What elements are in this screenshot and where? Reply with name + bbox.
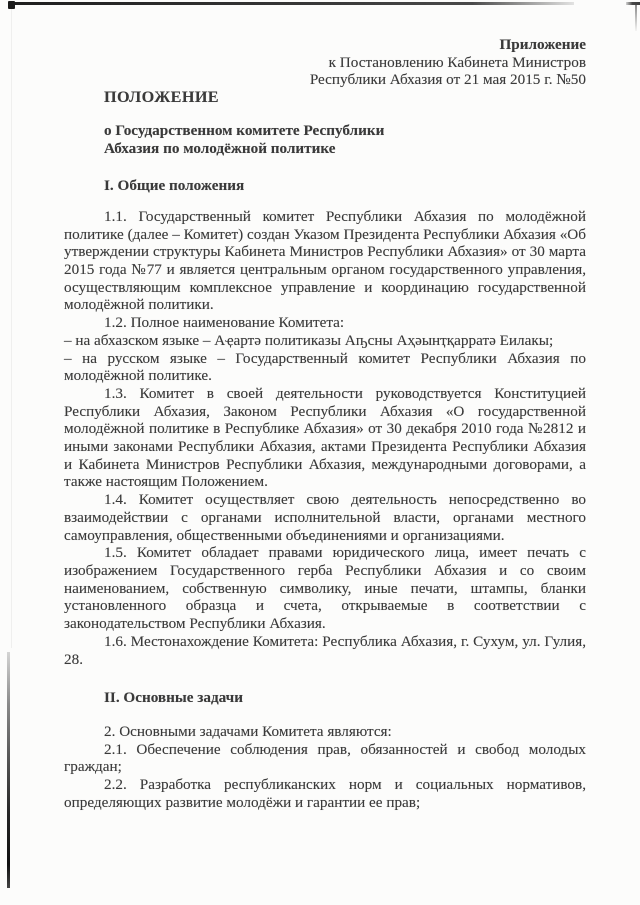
document-title: ПОЛОЖЕНИЕ — [104, 88, 220, 107]
section-heading-general-provisions: I. Общие положения — [104, 177, 245, 195]
scan-artifact-top-right-line — [626, 2, 640, 5]
paragraph-1-3: 1.3. Комитет в своей деятельности руководствуется Конституцией Республики Абхазия, Законом Республики Абхазия «О государственной молодёжной политике в Республике Абхазия» от 30 декабря 2010 года №2812 и иными законами Республики Абхазия, актами Президента Республики Абхазия и Кабинета Министров Республики Абхазия, международными договорами, а также настоящим Положением. — [64, 384, 586, 491]
document-content — [64, 36, 586, 811]
paragraph-2-intro: 2. Основными задачами Комитета являются: — [104, 722, 392, 740]
scan-artifact-right-edge-stub — [635, 5, 637, 31]
document-subtitle-line-2: Абхазия по молодёжной политике — [104, 139, 336, 157]
annex-date-number-line: Республики Абхазия от 21 мая 2015 г. №50 — [309, 71, 586, 89]
scan-artifact-top-edge-line — [8, 2, 574, 5]
document-subtitle — [64, 122, 586, 157]
annex-label: Приложение — [499, 36, 586, 53]
section-heading-main-tasks: II. Основные задачи — [104, 689, 243, 707]
paragraph-1-4: 1.4. Комитет осуществляет свою деятельность непосредственно во взаимодействии с органами исполнительной власти, органами местного самоуправления, общественными объединениями и организациями. — [64, 491, 586, 544]
scan-artifact-left-edge-shadow — [7, 652, 10, 888]
paragraph-1-2-russian-name: – на русском языке – Государственный комитет Республики Абхазия по молодёжной политике. — [64, 349, 586, 385]
paragraph-1-5: 1.5. Комитет обладает правами юридического лица, имеет печать с изображением Государственного герба Республики Абхазия и со своим наименованием, собственную символику, иные печати, штампы, бланки установленного образца и счета, открываемые в соответствии с законодательством Республики Абхазия. — [64, 544, 586, 633]
annex-reference-block — [64, 36, 586, 89]
scan-artifact-left-edge-faint — [11, 8, 12, 648]
document-subtitle-line-1: о Государственном комитете Республики — [104, 121, 385, 139]
paragraph-2-1: 2.1. Обеспечение соблюдения прав, обязанностей и свобод молодых граждан; — [64, 740, 586, 776]
paragraph-1-2-intro: 1.2. Полное наименование Комитета: — [104, 314, 345, 332]
paragraph-1-2-abkhaz-name: – на абхазском языке – Аҿартә политиказы Аҧсны Аҳәынҭқарратә Еилакы; — [64, 331, 554, 349]
paragraph-2-2: 2.2. Разработка республиканских норм и социальных нормативов, определяющих развитие молодёжи и гарантии ее прав; — [64, 776, 586, 811]
annex-resolution-line: к Постановлению Кабинета Министров — [328, 53, 586, 71]
paragraph-1-6: 1.6. Местонахождение Комитета: Республика Абхазия, г. Сухум, ул. Гулия, 28. — [64, 632, 586, 668]
paragraph-1-1: 1.1. Государственный комитет Республики Абхазия по молодёжной политике (далее – Комитет) создан Указом Президента Республики Абхазия «Об утверждении структуры Кабинета Министров Республики Абхазия» от 30 марта 2015 года №77 и является центральным органом государственного управления, осуществляющим комплексное управление и координацию государственной молодёжной политики. — [64, 207, 586, 314]
